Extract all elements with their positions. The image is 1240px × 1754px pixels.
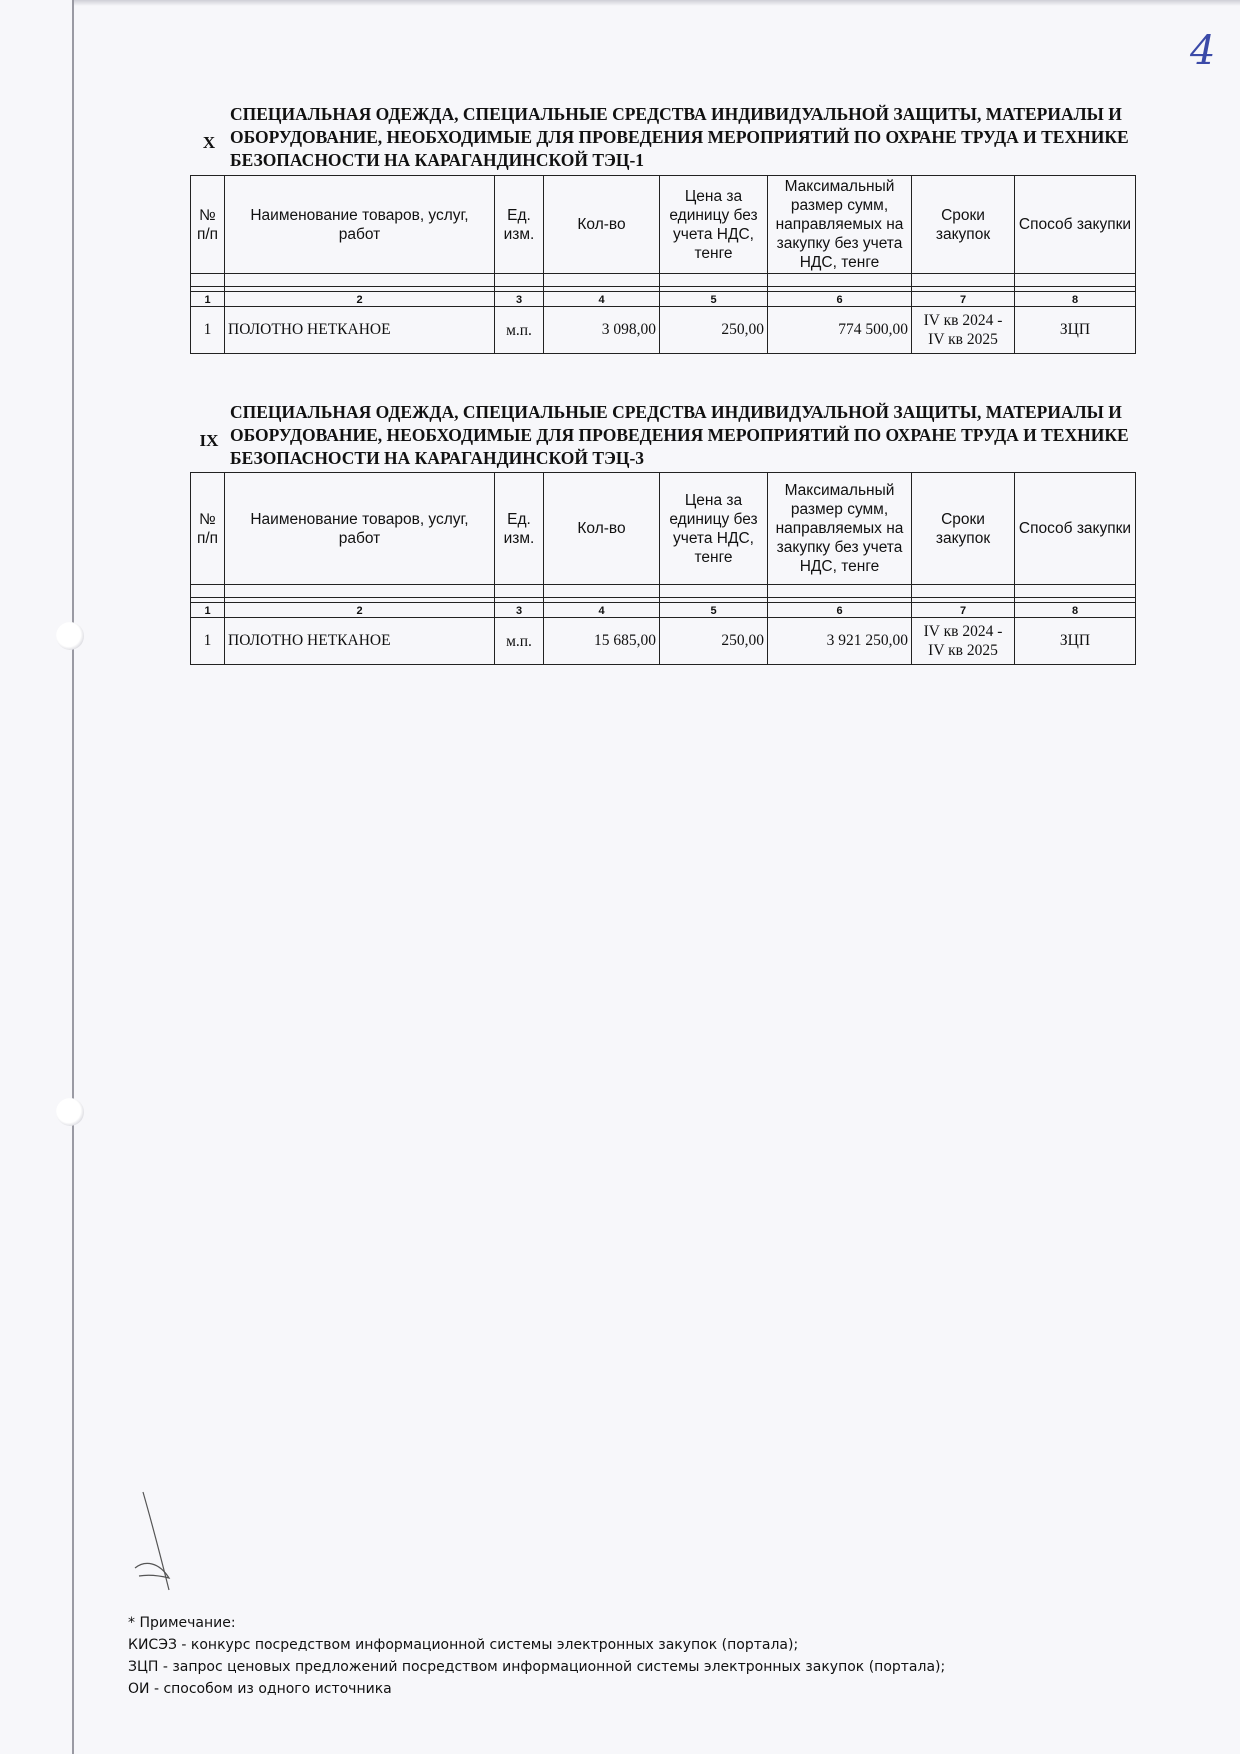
col-number: 5 — [660, 292, 768, 307]
col-number: 8 — [1015, 603, 1136, 618]
footnote-line: КИСЭЗ - конкурс посредством информационной системы электронных закупок (портала); — [128, 1637, 799, 1653]
col-header-method: Способ закупки — [1015, 176, 1136, 274]
col-number: 6 — [768, 292, 912, 307]
section-roman-numeral: IX — [199, 431, 219, 450]
col-header-unit: Ед. изм. — [495, 473, 544, 585]
cell-name: ПОЛОТНО НЕТКАНОЕ — [225, 618, 495, 665]
cell-num: 1 — [191, 618, 225, 665]
col-number: 2 — [225, 603, 495, 618]
pencil-signature-mark — [125, 1490, 205, 1610]
cell-period — [912, 307, 1015, 354]
col-header-name: Наименование товаров, услуг, работ — [225, 176, 495, 274]
col-header-price: Цена за единицу без учета НДС, тенге — [660, 473, 768, 585]
col-number: 2 — [225, 292, 495, 307]
table-row — [191, 618, 1136, 665]
cell-name: ПОЛОТНО НЕТКАНОЕ — [225, 307, 495, 354]
col-header-period: Сроки закупок — [912, 473, 1015, 585]
page-top-shadow — [74, 0, 1240, 6]
col-number: 5 — [660, 603, 768, 618]
col-header-period: Сроки закупок — [912, 176, 1015, 274]
col-header-name: Наименование товаров, услуг, работ — [225, 473, 495, 585]
col-number: 1 — [191, 292, 225, 307]
procurement-table — [190, 472, 1136, 665]
cell-amount: 774 500,00 — [768, 307, 912, 354]
col-header-qty: Кол-во — [544, 176, 660, 274]
footnote-line: ЗЦП - запрос ценовых предложений посредством информационной системы электронных закупок (портала); — [128, 1659, 946, 1675]
period-start: IV кв 2024 - — [923, 312, 1003, 329]
footnote-heading: * Примечание: — [128, 1615, 236, 1631]
period-end: IV кв 2025 — [928, 642, 998, 659]
procurement-table — [190, 175, 1136, 354]
col-header-unit: Ед. изм. — [495, 176, 544, 274]
col-number: 6 — [768, 603, 912, 618]
section-header — [190, 103, 1135, 181]
cell-period — [912, 618, 1015, 665]
spacer-row — [191, 274, 1136, 287]
period-end: IV кв 2025 — [928, 331, 998, 348]
cell-unit: м.п. — [495, 307, 544, 354]
spacer-row — [191, 585, 1136, 598]
punch-hole — [56, 1098, 84, 1126]
cell-qty: 3 098,00 — [544, 307, 660, 354]
col-header-num: № п/п — [191, 176, 225, 274]
col-number: 3 — [495, 603, 544, 618]
col-number: 7 — [912, 603, 1015, 618]
col-number: 3 — [495, 292, 544, 307]
section-ix — [190, 401, 1135, 659]
col-header-num: № п/п — [191, 473, 225, 585]
footnote-line: ОИ - способом из одного источника — [128, 1681, 392, 1697]
col-number: 1 — [191, 603, 225, 618]
section-title: СПЕЦИАЛЬНАЯ ОДЕЖДА, СПЕЦИАЛЬНЫЕ СРЕДСТВА ИНДИВИДУАЛЬНОЙ ЗАЩИТЫ, МАТЕРИАЛЫ И ОБОРУДОВАНИЕ, НЕОБХОДИМЫЕ ДЛЯ ПРОВЕДЕНИЯ МЕРОПРИЯТИЙ ПО ОХРАНЕ ТРУДА И ТЕХНИКЕ БЕЗОПАСНОСТИ НА КАРАГАНДИНСКОЙ ТЭЦ-3 — [230, 402, 1129, 468]
handwritten-page-number: 4 — [1190, 28, 1216, 74]
col-header-method: Способ закупки — [1015, 473, 1136, 585]
column-number-row — [191, 603, 1136, 618]
header-row — [191, 473, 1136, 585]
col-header-qty: Кол-во — [544, 473, 660, 585]
cell-price: 250,00 — [660, 618, 768, 665]
period-start: IV кв 2024 - — [923, 623, 1003, 640]
cell-amount: 3 921 250,00 — [768, 618, 912, 665]
section-roman-numeral: X — [202, 133, 216, 152]
column-number-row — [191, 292, 1136, 307]
cell-qty: 15 685,00 — [544, 618, 660, 665]
col-header-amount: Максимальный размер сумм, направляемых на закупку без учета НДС, тенге — [768, 176, 912, 274]
section-x — [190, 103, 1135, 348]
header-row — [191, 176, 1136, 274]
cell-price: 250,00 — [660, 307, 768, 354]
page-left-edge — [72, 0, 74, 1754]
punch-hole — [56, 622, 84, 650]
cell-method: ЗЦП — [1015, 307, 1136, 354]
section-header — [190, 401, 1135, 479]
section-title: СПЕЦИАЛЬНАЯ ОДЕЖДА, СПЕЦИАЛЬНЫЕ СРЕДСТВА ИНДИВИДУАЛЬНОЙ ЗАЩИТЫ, МАТЕРИАЛЫ И ОБОРУДОВАНИЕ, НЕОБХОДИМЫЕ ДЛЯ ПРОВЕДЕНИЯ МЕРОПРИЯТИЙ ПО ОХРАНЕ ТРУДА И ТЕХНИКЕ БЕЗОПАСНОСТИ НА КАРАГАНДИНСКОЙ ТЭЦ-1 — [230, 104, 1129, 170]
col-number: 7 — [912, 292, 1015, 307]
cell-num: 1 — [191, 307, 225, 354]
col-header-amount: Максимальный размер сумм, направляемых на закупку без учета НДС, тенге — [768, 473, 912, 585]
cell-unit: м.п. — [495, 618, 544, 665]
col-number: 4 — [544, 603, 660, 618]
col-number: 4 — [544, 292, 660, 307]
col-number: 8 — [1015, 292, 1136, 307]
footnote — [128, 1612, 945, 1700]
col-header-price: Цена за единицу без учета НДС, тенге — [660, 176, 768, 274]
cell-method: ЗЦП — [1015, 618, 1136, 665]
table-row — [191, 307, 1136, 354]
